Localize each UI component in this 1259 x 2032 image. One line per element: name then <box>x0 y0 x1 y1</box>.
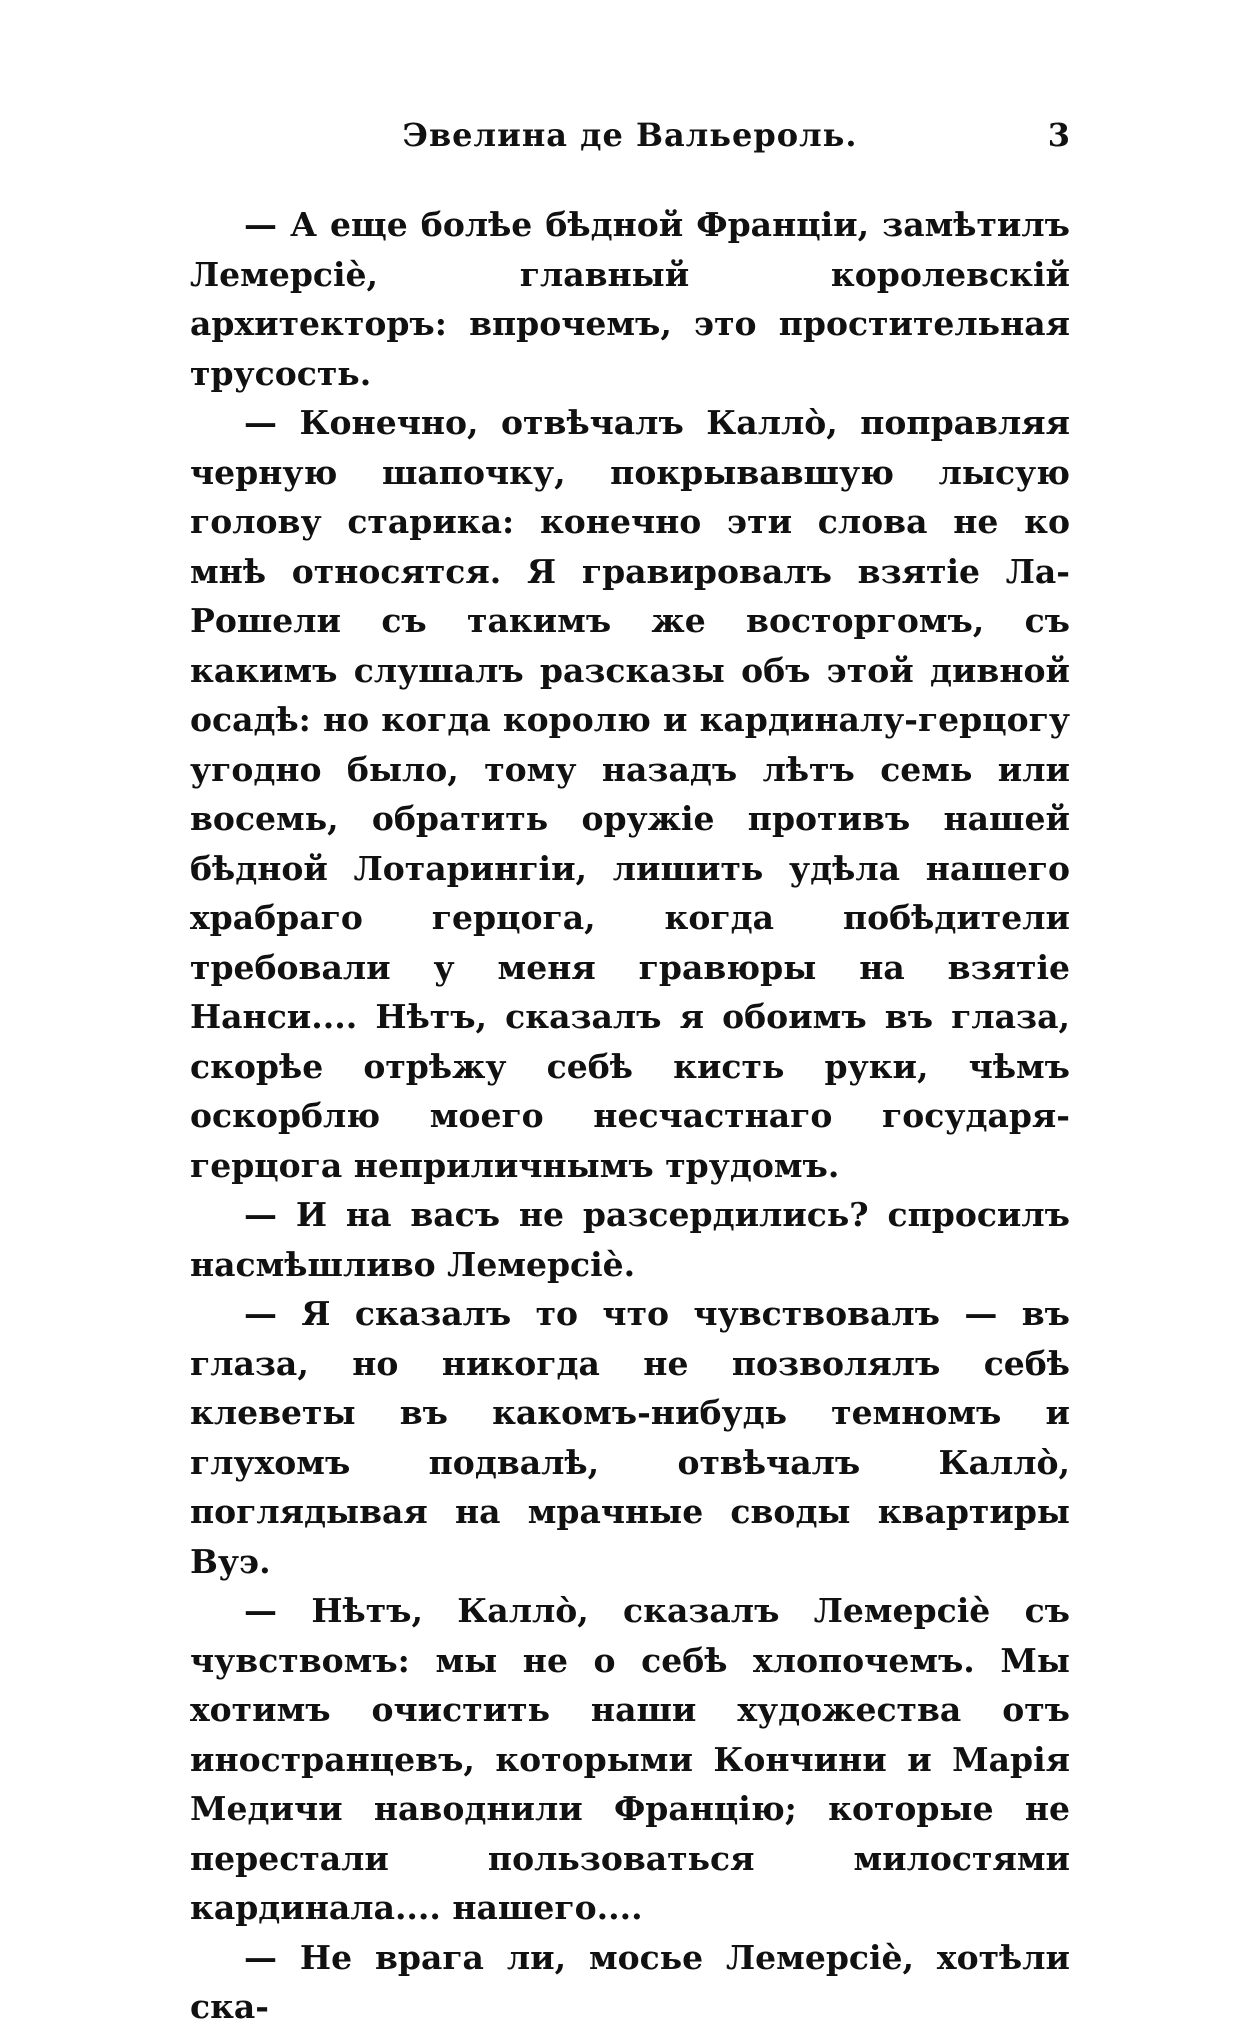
body-text <box>190 200 1070 2032</box>
page-number: 3 <box>1047 116 1070 154</box>
book-page <box>190 100 1070 2026</box>
paragraph: — А еще болѣе бѣдной Франціи, замѣтилъ Лемерсіè, главный королевскій архитекторъ: впрочемъ, это простительная трусость. <box>190 205 1070 393</box>
running-head <box>190 100 1070 160</box>
paragraph: — Я сказалъ то что чувствовалъ — въ глаза, но никогда не позволялъ себѣ клеветы въ какомъ-нибудь темномъ и глухомъ подвалѣ, отвѣчалъ Калло̀, поглядывая на мрачные своды квартиры Вуэ. <box>190 1294 1070 1581</box>
paragraph: — Конечно, отвѣчалъ Калло̀, поправляя черную шапочку, покрывавшую лысую голову старика: конечно эти слова не ко мнѣ относятся. Я гравировалъ взятіе Ла-Рошели съ такимъ же восторгомъ, съ какимъ слушалъ разсказы объ этой дивной осадѣ: но когда королю и кардиналу-герцогу угодно было, тому назадъ лѣтъ семь или восемь, обратить оружіе противъ нашей бѣдной Лотарингіи, лишить удѣла нашего храбраго герцога, когда побѣдители требовали у меня гравюры на взятіе Нанси.... Нѣтъ, сказалъ я обоимъ въ глаза, скорѣе отрѣжу себѣ кисть руки, чѣмъ оскорблю моего несчастнаго государя-герцога неприличнымъ трудомъ. <box>190 403 1070 1185</box>
paragraph: — И на васъ не разсердились? спросилъ насмѣшливо Лемерсіè. <box>190 1195 1070 1284</box>
paragraph: — Не врага ли, мосье Лемерсіè, хотѣли ска- <box>190 1937 1070 2026</box>
running-title: Эвелина де Вальероль. <box>402 116 858 154</box>
paragraph: — Нѣтъ, Калло̀, сказалъ Лемерсіè съ чувствомъ: мы не о себѣ хлопочемъ. Мы хотимъ очистить наши художества отъ иностранцевъ, которыми Кончини и Марія Медичи наводнили Францію; которые не перестали пользоваться милостями кардинала.... нашего.... <box>190 1591 1070 1927</box>
